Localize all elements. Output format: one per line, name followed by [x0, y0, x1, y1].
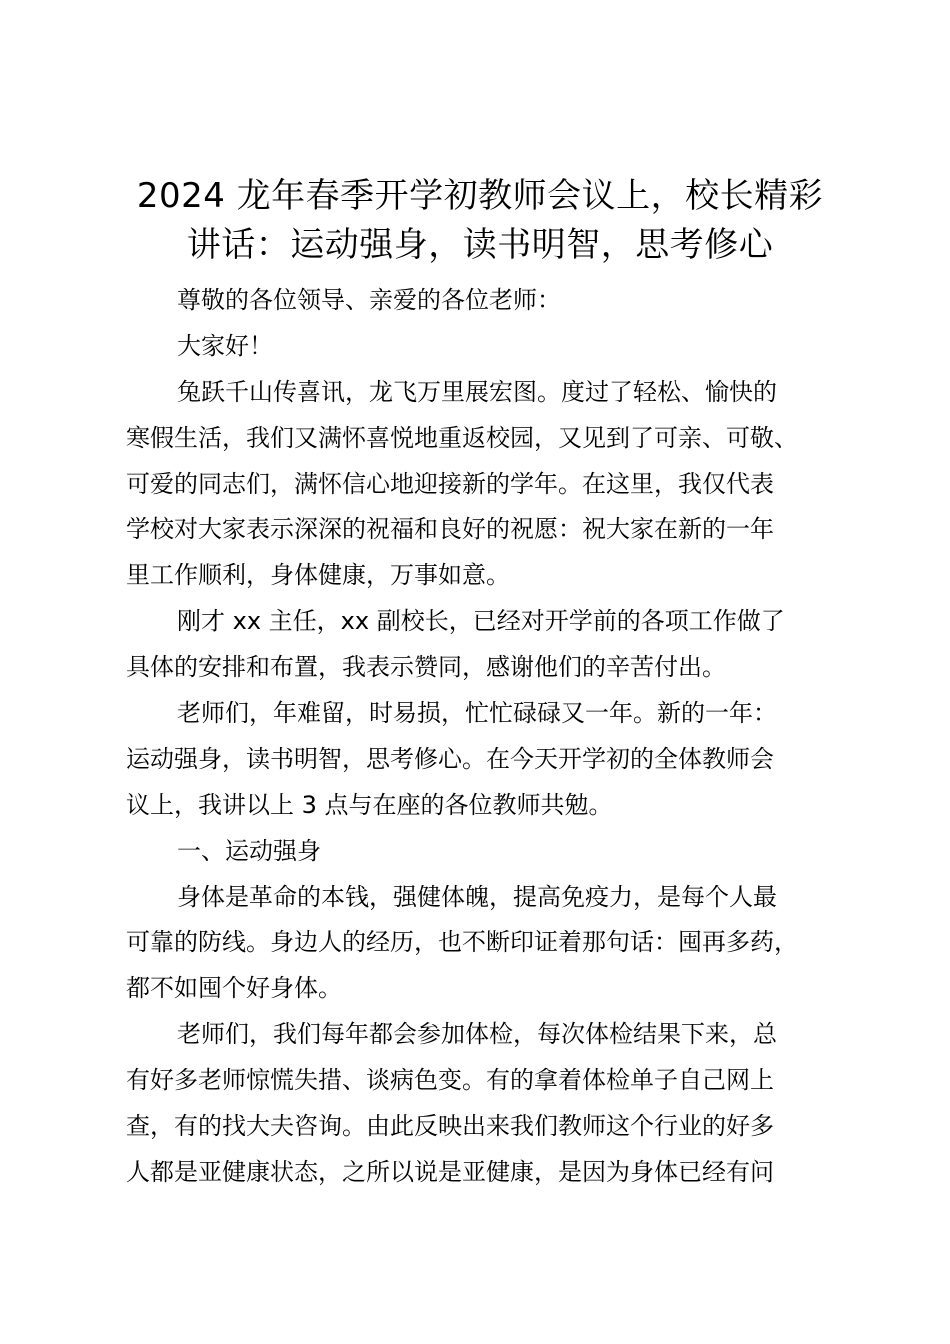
- paragraph-line: 兔跃千山传喜讯，龙飞万里展宏图。度过了轻松、愉快的: [177, 377, 777, 406]
- paragraph-line: 老师们，年难留，时易损，忙忙碌碌又一年。新的一年：: [177, 699, 777, 728]
- paragraph-line: 具体的安排和布置，我表示赞同，感谢他们的辛苦付出。: [126, 653, 726, 682]
- section-heading: 一、运动强身: [177, 836, 321, 865]
- title-line: 讲话：运动强身，读书明智，思考修心: [186, 225, 774, 265]
- greeting: 大家好！: [177, 331, 273, 360]
- paragraph-line: 人都是亚健康状态，之所以说是亚健康，是因为身体已经有问: [126, 1157, 774, 1186]
- document-title: [110, 172, 850, 270]
- paragraph-line: 可爱的同志们，满怀信心地迎接新的学年。在这里，我仅代表: [126, 469, 774, 498]
- paragraph-line: 都不如囤个好身体。: [126, 974, 342, 1003]
- paragraph-line: 查，有的找大夫咨询。由此反映出来我们教师这个行业的好多: [126, 1112, 774, 1141]
- paragraph-line: 刚才 xx 主任，xx 副校长，已经对开学前的各项工作做了: [177, 607, 785, 636]
- paragraph-line: 寒假生活，我们又满怀喜悦地重返校园，又见到了可亲、可敬、: [126, 423, 798, 452]
- paragraph-line: 有好多老师惊慌失措、谈病色变。有的拿着体检单子自己网上: [126, 1066, 774, 1095]
- paragraph-line: 运动强身，读书明智，思考修心。在今天开学初的全体教师会: [126, 744, 774, 773]
- paragraph-line: 身体是革命的本钱，强健体魄，提高免疫力，是每个人最: [177, 882, 777, 911]
- paragraph-line: 老师们，我们每年都会参加体检，每次体检结果下来，总: [177, 1020, 777, 1049]
- title-line: 2024 龙年春季开学初教师会议上，校长精彩: [136, 176, 824, 216]
- paragraph-line: 可靠的防线。身边人的经历，也不断印证着那句话：囤再多药，: [126, 928, 798, 957]
- paragraph-line: 议上，我讲以上 3 点与在座的各位教师共勉。: [126, 790, 613, 819]
- salutation: 尊敬的各位领导、亲爱的各位老师：: [177, 286, 561, 314]
- paragraph-line: 里工作顺利，身体健康，万事如意。: [126, 561, 510, 590]
- document-body: [126, 278, 836, 1196]
- paragraph-line: 学校对大家表示深深的祝福和良好的祝愿：祝大家在新的一年: [126, 515, 774, 544]
